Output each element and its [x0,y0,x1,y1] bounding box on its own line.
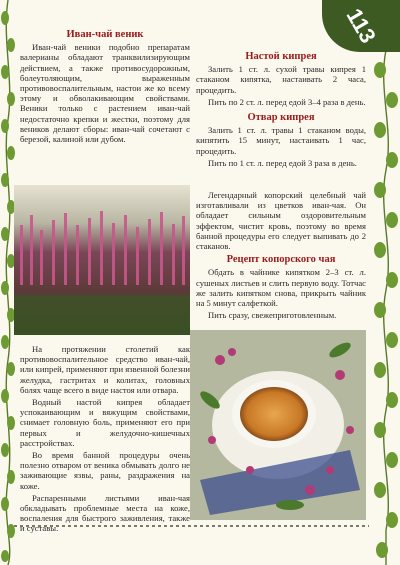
paragraph: Распаренными листьями иван-чая обкладывать проблемные места на коже, воспаления для быстрого заживления, также и суставы. [20,492,190,534]
paragraph: Пить сразу, свежеприготовленным. [208,310,337,321]
left-column-top [20,30,190,146]
paragraph: Залить 1 ст. л. сухой травы кипрея 1 стаканом кипятка, настаивать 2 часа, процедить. [196,64,366,95]
paragraph: Залить 1 ст. л. травы 1 стаканом воды, кипятить 15 минут, настаивать 1 час, процедить. [196,125,366,156]
section-title-otvar: Отвар кипрея [247,112,315,124]
paragraph: Пить по 1 ст. л. перед едой 3 раза в день. [208,157,357,168]
paragraph: Легендарный копорский целебный чай изготавливали из цветков иван-чая. Он обладает сильным оздоровительным эффектом, чистит кровь, поэтому во время банной процедуры его следует выпивать до 2 стаканов. [196,190,366,252]
paragraph: На протяжении столетий как противовоспалительное средство иван-чай, или кипрей, применяют при язвенной болезни желудка, гастритах и колитах, головных болях чаще всего в виде настоя или отвара. [20,344,190,395]
paragraph: Обдать в чайнике кипятком 2–3 ст. л. сушеных листьев и слить первую воду. Тотчас же залить кипятком снова, прикрыть чайник на 5 минут салфеткой. [196,267,366,309]
right-vine-border [372,0,400,565]
section-title-recipe: Рецепт копорского чая [226,254,336,266]
page-number-badge [322,0,400,52]
paragraph: Водный настой кипрея обладает успокаивающим и вяжущим свойствами, снимает головную боль, применяют его при первых и желудочно-кишечных расстройствах. [20,397,190,448]
footer-ornament [14,523,369,529]
paragraph: Иван-чай веники подобно препаратам валерианы обладают транквилизирующим действием, а также противосудорожным, болеутоляющим, выраженным противовоспалительным, настои же ко всему этому и обволакивающим свойствами. Веники только с растением иван-чай недостаточно крепки и жестки, поэтому для веников делают сборы: иван-чай сочетают с березой, калиной или дубом. [20,42,190,145]
right-column-top [196,52,366,170]
page-number: 113 [341,4,382,48]
tea-cup-photo [190,330,366,520]
section-title-nastoy: Настой кипрея [245,51,317,62]
paragraph: Во время банной процедуры очень полезно отваром от веника обмывать долго не заживающие язвы, раны, раздражения на коже. [20,450,190,491]
left-column-bottom [20,344,190,536]
fireweed-field-photo [14,185,190,335]
right-column-middle [196,190,366,322]
paragraph: Пить по 2 ст. л. перед едой 3–4 раза в день. [208,96,366,107]
section-title-veniki: Иван-чай веник [66,29,144,40]
